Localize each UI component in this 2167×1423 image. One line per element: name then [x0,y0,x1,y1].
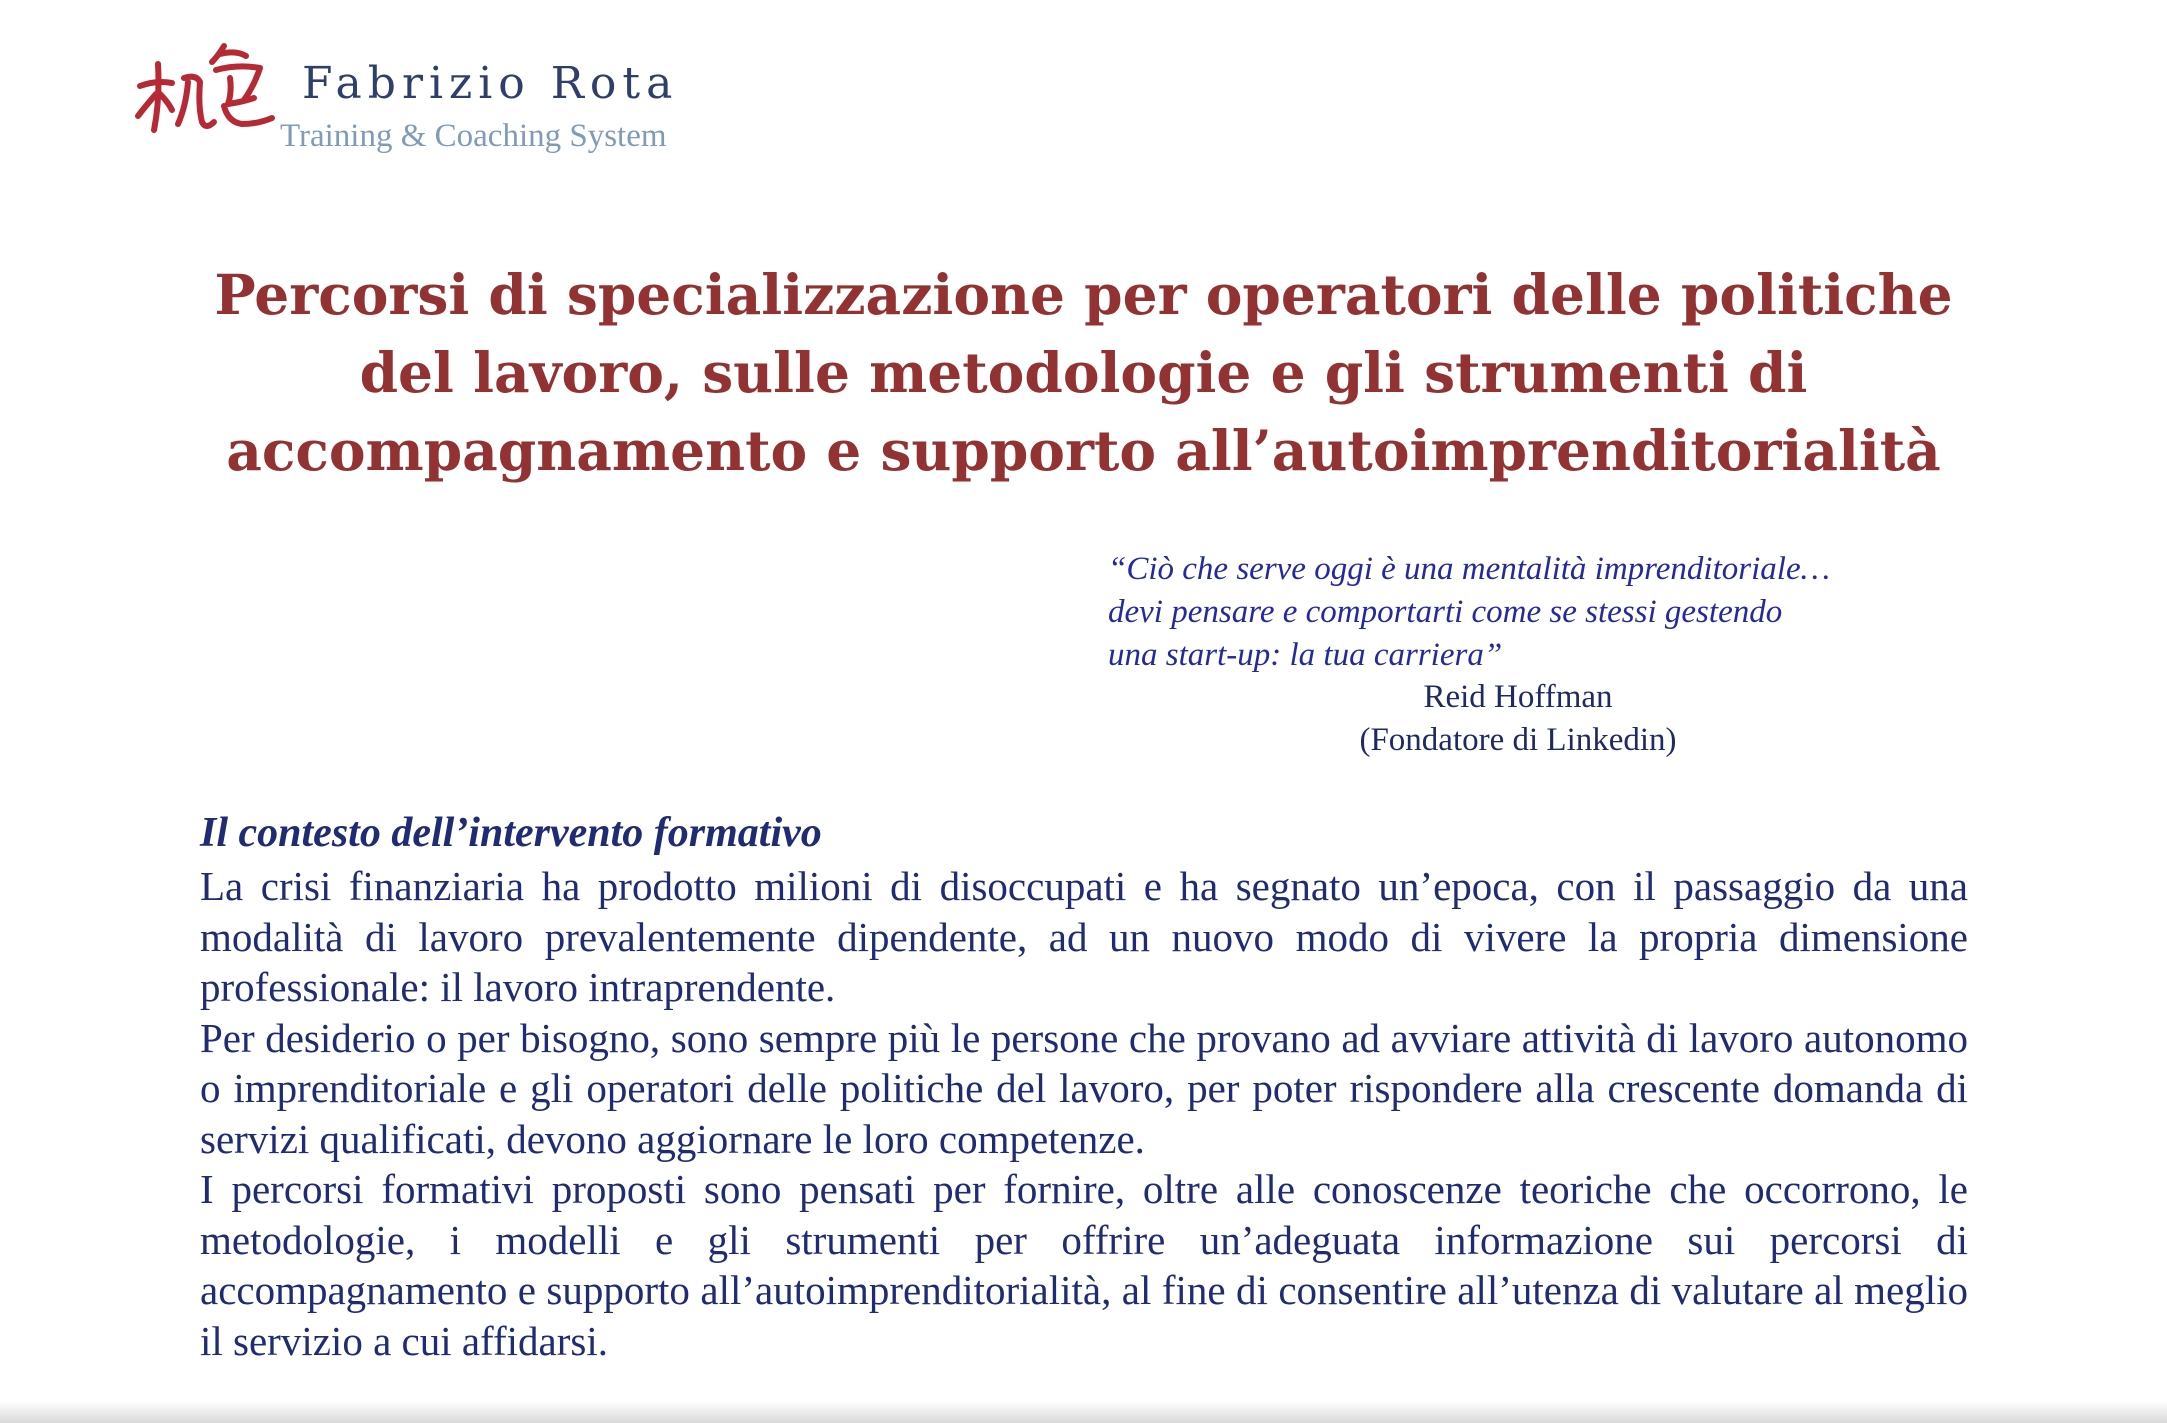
section-body [200,861,1968,1366]
body-line: all’utenza di valutare al meglio il servizio a cui affidarsi. [200,1267,1969,1364]
title-line: accompagnamento e supporto all’autoimprenditorialità [226,418,1941,483]
page-bottom-shadow [0,1401,2167,1423]
body-paragraph [200,861,1968,1013]
body-line: sui percorsi di accompagnamento e supporto all’autoimprenditorialità, al fine di consentire [200,1216,1969,1313]
body-line: vivere la propria dimensione professionale: il lavoro intraprendente. [200,913,1969,1010]
body-line: occorrono, le metodologie, i modelli e gli strumenti per offrire un’adeguata informazione [200,1166,1968,1263]
quote-line: una start-up: la tua carriera” [1108,637,1503,673]
body-line: passaggio da una modalità di lavoro prevalentemente dipendente, ad un nuovo modo di [200,863,1968,960]
quote-attribution [1308,676,1728,762]
quote-line: “Ciò che serve oggi è una mentalità imprenditoriale… [1108,551,1830,587]
quote-author: Reid Hoffman [1423,679,1613,715]
section-heading: Il contesto dell’intervento formativo [200,810,822,856]
page-title [150,256,2017,490]
logo-brand-name: Fabrizio Rota [302,58,679,109]
calligraphy-logo-icon [132,26,282,146]
body-line: Per desiderio o per bisogno, sono sempre più le persone che provano ad avviare attività di [200,1014,1679,1061]
quote-author-role: (Fondatore di Linkedin) [1359,722,1677,758]
body-line: rispondere alla crescente domanda di servizi qualificati, devono aggiornare le loro [200,1065,1968,1162]
logo-subtitle: Training & Coaching System [280,118,667,154]
body-line: lavoro autonomo o imprenditoriale e gli operatori delle politiche del lavoro, per poter [200,1014,1968,1111]
body-paragraph [200,1164,1968,1366]
quote-line: devi pensare e comportarti come se stessi gestendo [1108,594,1783,630]
body-line: La crisi finanziaria ha prodotto milioni di disoccupati e ha segnato un’epoca, con il [200,863,1656,909]
body-line: competenze. [938,1115,1145,1162]
body-paragraph [200,1013,1968,1165]
epigraph-quote [1108,548,1830,677]
body-line: I percorsi formativi proposti sono pensati per fornire, oltre alle conoscenze teoriche che [200,1166,1727,1212]
title-line: del lavoro, sulle metodologie e gli strumenti di [359,340,1808,405]
title-line: Percorsi di specializzazione per operatori delle politiche [214,262,1953,327]
